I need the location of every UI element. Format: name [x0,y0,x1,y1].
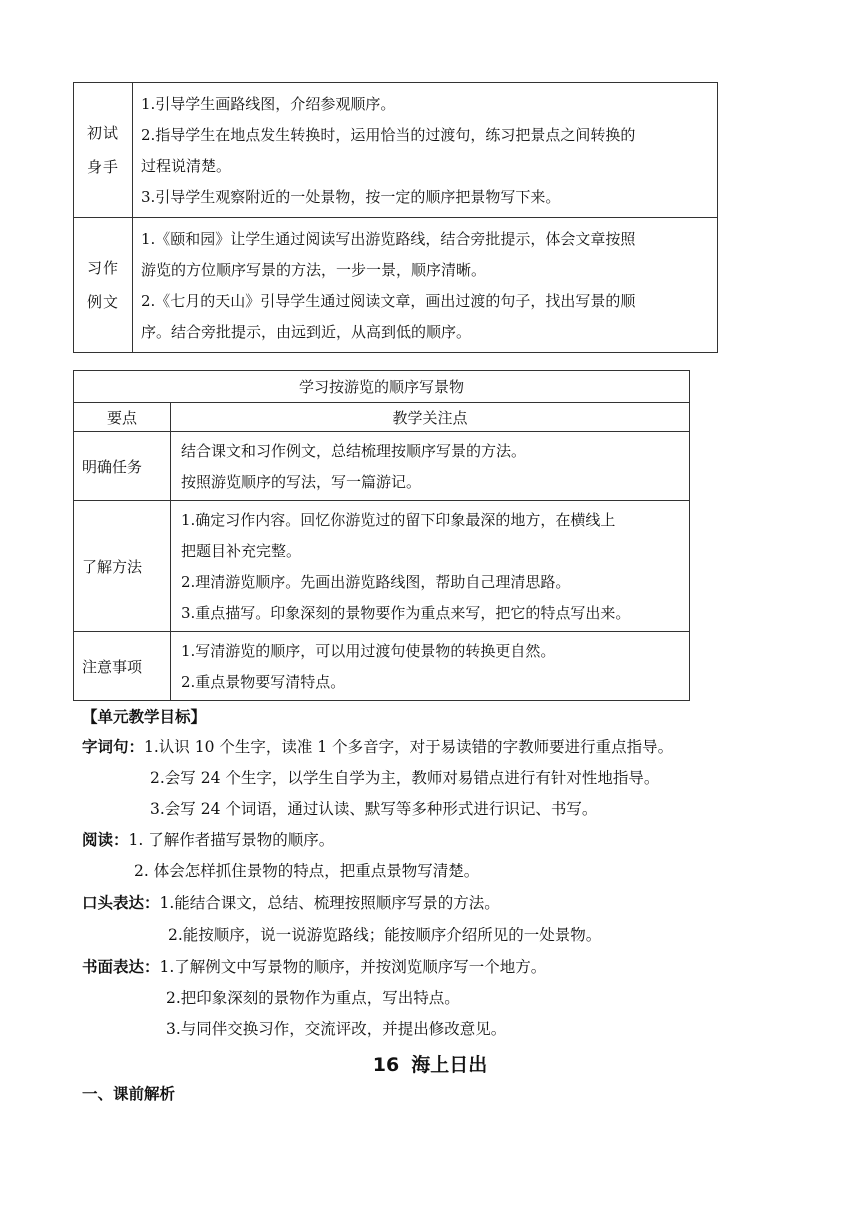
goal-line: 2.把印象深刻的景物作为重点，写出特点。 [166,989,460,1007]
lesson-number: 16 [372,1054,400,1076]
writing-guide-table [73,370,690,701]
row-content [171,432,690,501]
goal-line [82,893,500,913]
row-label-line: 例文 [86,293,119,311]
table-row [74,218,718,353]
row-label: 注意事项 [74,632,171,701]
row-label-line: 初试 [86,124,119,142]
lesson-name: 海上日出 [411,1054,488,1076]
table-row [74,83,718,218]
content-line: 1.写清游览的顺序，可以用过渡句使景物的转换更自然。 [181,642,556,660]
goal-category-label: 阅读： [82,831,129,849]
content-line: 1.引导学生画路线图，介绍参观顺序。 [141,95,396,113]
goal-line: 3.会写 24 个词语，通过认读、默写等多种形式进行识记、书写。 [150,800,598,818]
content-line: 把题目补充完整。 [181,542,302,560]
goal-line: 2. 体会怎样抓住景物的特点，把重点景物写清楚。 [134,862,480,880]
content-line: 按照游览顺序的写法，写一篇游记。 [181,473,422,491]
goal-line: 2.会写 24 个生字，以学生自学为主，教师对易错点进行有针对性地指导。 [150,769,660,787]
row-content [133,218,718,353]
content-line: 结合课文和习作例文，总结梳理按顺序写景的方法。 [181,442,527,460]
table-title: 学习按游览的顺序写景物 [74,371,690,403]
content-line: 游览的方位顺序写景的方法，一步一景，顺序清晰。 [141,261,487,279]
content-line: 序。结合旁批提示，由远到近，从高到低的顺序。 [141,323,472,341]
content-line: 1.《颐和园》让学生通过阅读写出游览路线，结合旁批提示，体会文章按照 [141,230,636,248]
goal-line [82,957,546,977]
row-label-line: 习作 [86,259,119,277]
column-header-key-points: 要点 [74,403,171,432]
content-line: 2.《七月的天山》引导学生通过阅读文章，画出过渡的句子，找出写景的顺 [141,292,636,310]
row-label: 了解方法 [74,501,171,632]
content-line: 2.指导学生在地点发生转换时，运用恰当的过渡句，练习把景点之间转换的 [141,126,636,144]
goal-text: 1.能结合课文，总结、梳理按照顺序写景的方法。 [159,894,500,912]
content-line: 过程说清楚。 [141,157,232,175]
table-row [74,632,690,701]
table-title-row [74,371,690,403]
row-label: 明确任务 [74,432,171,501]
row-label [74,218,133,353]
content-line: 1.确定习作内容。回忆你游览过的留下印象最深的地方，在横线上 [181,511,616,529]
row-label [74,83,133,218]
goal-category-label: 字词句： [82,738,145,756]
goal-text: 1. 了解作者描写景物的顺序。 [128,831,335,849]
content-line: 3.引导学生观察附近的一处景物，按一定的顺序把景物写下来。 [141,188,561,206]
goal-line: 3.与同伴交换习作，交流评改，并提出修改意见。 [166,1020,507,1038]
goal-line [82,737,673,757]
row-content [133,83,718,218]
section-heading: 一、课前解析 [82,1085,176,1103]
goal-category-label: 书面表达： [82,958,160,976]
table-row [74,501,690,632]
method-table [73,82,718,353]
column-header-teaching-focus: 教学关注点 [171,403,690,432]
table-header-row [74,403,690,432]
row-content [171,501,690,632]
goal-line [82,830,334,850]
row-content [171,632,690,701]
goals-heading: 【单元教学目标】 [82,708,207,726]
content-line: 2.理清游览顺序。先画出游览路线图，帮助自己理清思路。 [181,573,571,591]
content-line: 3.重点描写。印象深刻的景物要作为重点来写，把它的特点写出来。 [181,604,631,622]
lesson-title [0,1050,860,1077]
goal-text: 1.认识 10 个生字，读准 1 个多音字，对于易读错的字教师要进行重点指导。 [144,738,674,756]
goal-category-label: 口头表达： [82,894,160,912]
row-label-line: 身手 [86,158,119,176]
goal-text: 1.了解例文中写景物的顺序，并按浏览顺序写一个地方。 [159,958,547,976]
content-line: 2.重点景物要写清特点。 [181,673,346,691]
goal-line: 2.能按顺序，说一说游览路线；能按顺序介绍所见的一处景物。 [168,926,602,944]
table-row [74,432,690,501]
